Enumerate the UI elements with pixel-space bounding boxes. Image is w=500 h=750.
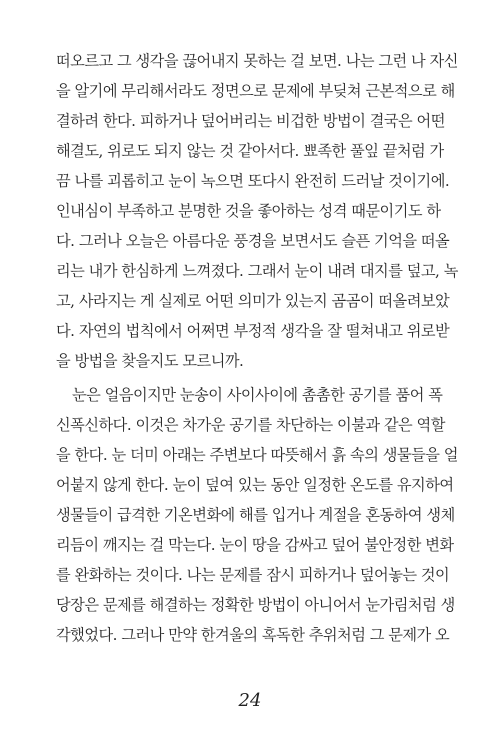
text-line: 끔 나를 괴롭히고 눈이 녹으면 또다시 완전히 드러날 것이기에. [56, 172, 450, 190]
text-line: 다. 자연의 법칙에서 어쩌면 부정적 생각을 잘 떨쳐내고 위로받 [56, 322, 450, 340]
text-line: 리는 내가 한심하게 느껴졌다. 그래서 눈이 내려 대지를 덮고, 녹 [56, 262, 458, 280]
text-line: 고, 사라지는 게 실제로 어떤 의미가 있는지 곰곰이 떠올려보았 [56, 292, 450, 310]
text-line: 다. 그러나 오늘은 아름다운 풍경을 보면서도 슬픈 기억을 떠올 [56, 232, 450, 250]
text-line: 인내심이 부족하고 분명한 것을 좋아하는 성격 때문이기도 하 [56, 202, 441, 220]
text-line: 떠오르고 그 생각을 끊어내지 못하는 걸 보면. 나는 그런 나 자신 [56, 52, 458, 70]
text-line: 를 완화하는 것이다. 나는 문제를 잠시 피하거나 덮어놓는 것이 [56, 566, 450, 584]
text-line: 당장은 문제를 해결하는 정확한 방법이 아니어서 눈가림처럼 생 [56, 596, 455, 614]
text-line: 해결도, 위로도 되지 않는 것 같아서다. 뾰족한 풀잎 끝처럼 가 [56, 142, 444, 160]
text-line: 리듬이 깨지는 걸 막는다. 눈이 땅을 감싸고 덮어 불안정한 변화 [56, 536, 454, 554]
text-line: 각했었다. 그러나 만약 한겨울의 혹독한 추위처럼 그 문제가 오 [56, 626, 450, 644]
paragraph-first-line: 눈은 얼음이지만 눈송이 사이사이에 촘촘한 공기를 품어 폭 [72, 386, 443, 404]
text-line: 을 한다. 눈 더미 아래는 주변보다 따뜻해서 흙 속의 생물들을 얼 [56, 446, 458, 464]
text-line: 어붙지 않게 한다. 눈이 덮여 있는 동안 일정한 온도를 유지하여 [56, 476, 454, 494]
text-line: 생물들이 급격한 기온변화에 해를 입거나 계절을 혼동하여 생체 [56, 506, 455, 524]
page-number: 24 [238, 690, 262, 711]
text-line: 을 알기에 무리해서라도 정면으로 문제에 부딪쳐 근본적으로 해 [56, 82, 455, 100]
text-line: 신폭신하다. 이것은 차가운 공기를 차단하는 이불과 같은 역할 [56, 416, 445, 434]
text-line: 결하려 한다. 피하거나 덮어버리는 비겁한 방법이 결국은 어떤 [56, 112, 445, 130]
text-line: 을 방법을 찾을지도 모르니까. [56, 352, 244, 370]
